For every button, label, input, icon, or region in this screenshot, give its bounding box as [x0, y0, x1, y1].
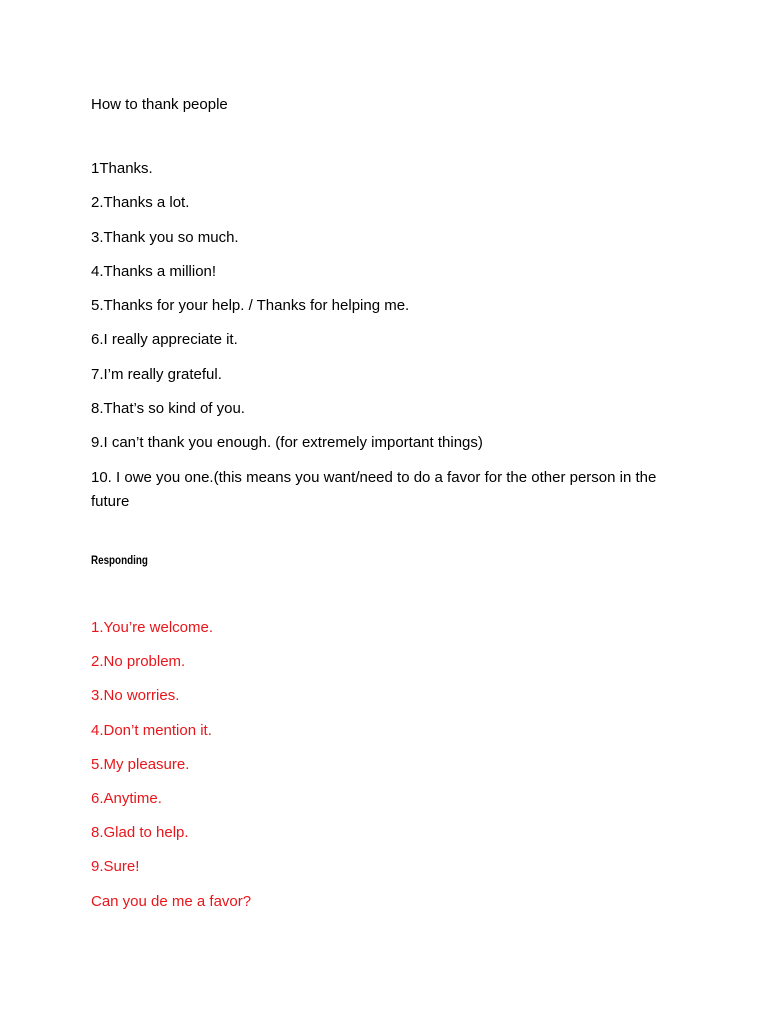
response-item: Can you de me a favor? [91, 892, 252, 910]
response-item: 1.You’re welcome. [91, 619, 214, 636]
response-item: 2.No problem. [91, 653, 186, 671]
response-item: 4.Don’t mention it. [91, 721, 212, 739]
response-item: 6.Anytime. [91, 789, 162, 807]
thanks-item: 1Thanks. [91, 160, 153, 177]
thanks-item: 6.I really appreciate it. [91, 331, 238, 349]
thanks-item: 10. I owe you one.(this means you want/need to do a favor for the other person in the future [91, 468, 657, 510]
thanks-item: 7.I’m really grateful. [91, 365, 222, 383]
response-item: 9.Sure! [91, 858, 140, 876]
response-item: 5.My pleasure. [91, 755, 190, 773]
thanks-item: 5.Thanks for your help. / Thanks for helping me. [91, 297, 410, 315]
thanks-item: 2.Thanks a lot. [91, 194, 190, 212]
page-title: How to thank people [91, 96, 228, 113]
thanks-item: 9.I can’t thank you enough. (for extremely important things) [91, 434, 483, 452]
thanks-item: 8.That’s so kind of you. [91, 400, 245, 418]
thanks-item: 3.Thank you so much. [91, 228, 239, 246]
response-item: 3.No worries. [91, 687, 180, 705]
response-phrase-list [91, 618, 591, 926]
thanks-item: 4.Thanks a million! [91, 262, 217, 280]
responding-heading: Responding [91, 553, 148, 567]
thanks-phrase-list [91, 159, 681, 514]
response-item: 8.Glad to help. [91, 824, 189, 842]
